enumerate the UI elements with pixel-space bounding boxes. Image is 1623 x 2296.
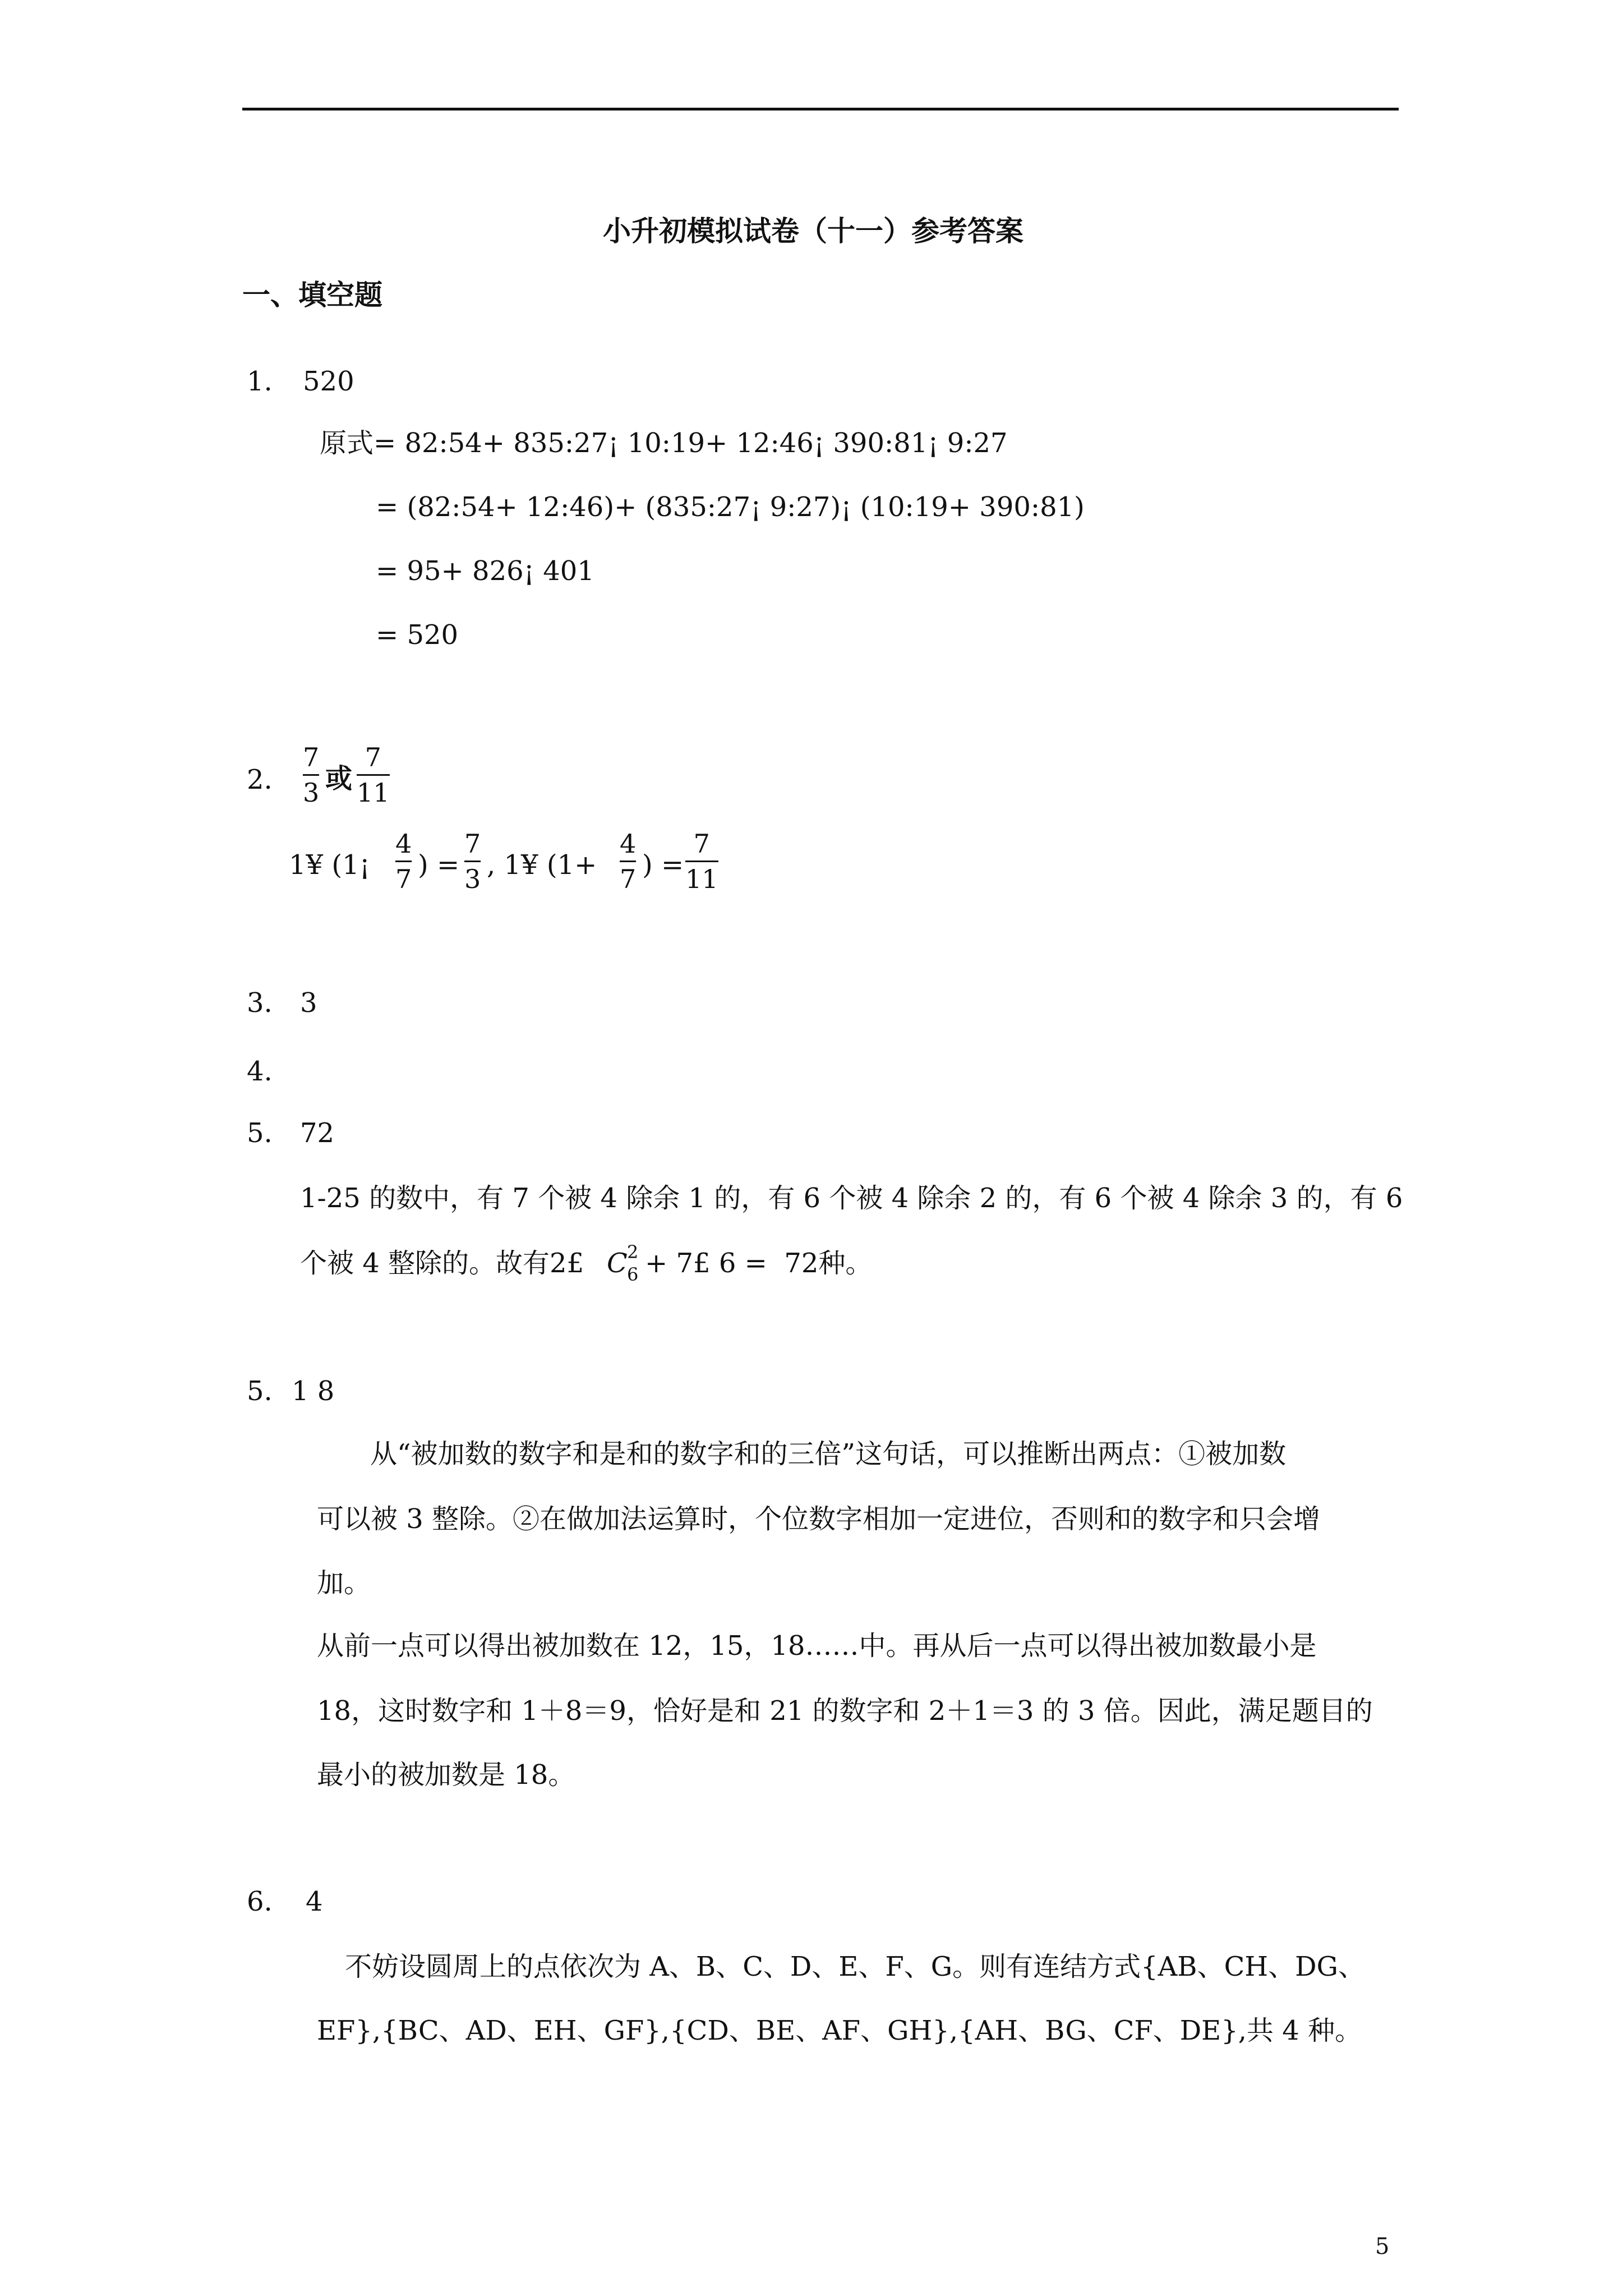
q2-expression-part: , 1¥ (1+: [487, 849, 597, 881]
page-title: 小升初模拟试卷（十一）参考答案: [603, 214, 1023, 247]
q2-expression-part: ) =: [418, 849, 460, 881]
q5b-explanation-line: 18，这时数字和 1＋8＝9，恰好是和 21 的数字和 2＋1＝3 的 3 倍。因此，满足题目的: [317, 1695, 1373, 1727]
q2-answer-fraction: [357, 742, 390, 808]
q5a-answer: 72: [300, 1117, 335, 1149]
q2-expression-part: 1¥ (1¡: [289, 849, 370, 881]
q2-fraction: [620, 828, 636, 895]
q1-step: = 520: [376, 619, 459, 651]
q6-answer: 4: [306, 1886, 323, 1917]
q3-number: 3.: [247, 987, 273, 1019]
q2-fraction: [464, 828, 481, 895]
denominator: 11: [685, 864, 718, 894]
q1-step: = 95+ 826¡ 401: [376, 555, 594, 587]
denominator: 11: [357, 777, 390, 808]
q5b-explanation-line: 从前一点可以得出被加数在 12，15，18……中。再从后一点可以得出被加数最小是: [317, 1630, 1317, 1662]
q5b-explanation-line: 可以被 3 整除。②在做加法运算时，个位数字相加一定进位，否则和的数字和只会增: [317, 1503, 1321, 1535]
q5b-explanation-line: 从“被加数的数字和是和的数字和的三倍”这句话，可以推断出两点：①被加数: [370, 1438, 1287, 1470]
q2-or: 或: [325, 763, 353, 794]
numerator: 4: [395, 829, 412, 859]
q5a-number: 5.: [247, 1117, 273, 1149]
denominator: 7: [620, 864, 637, 894]
q2-number: 2.: [247, 764, 273, 795]
numerator: 7: [693, 829, 710, 859]
page-number: 5: [1375, 2234, 1390, 2260]
q5b-explanation-line: 最小的被加数是 18。: [317, 1759, 575, 1791]
numerator: 4: [620, 829, 637, 859]
q2-fraction: [685, 828, 718, 895]
numerator: 7: [464, 829, 481, 859]
q2-expression-part: ) =: [642, 849, 684, 881]
q1-number: 1.: [247, 366, 273, 397]
header-rule: [242, 108, 1399, 111]
q5a-explanation-line: 1-25 的数中，有 7 个被 4 除余 1 的，有 6 个被 4 除余 2 的，有 6 个被 4 除余 3 的，有 6: [300, 1182, 1403, 1214]
combination-superscript: 2: [627, 1241, 639, 1263]
q3-answer: 3: [300, 987, 317, 1019]
section-heading: 一、填空题: [242, 278, 382, 311]
denominator: 3: [303, 777, 320, 808]
q5b-explanation-line: 加。: [317, 1567, 371, 1599]
q2-fraction: [395, 828, 412, 895]
q1-step: = (82:54+ 12:46)+ (835:27¡ 9:27)¡ (10:19+ 390:81): [376, 491, 1085, 523]
numerator: 7: [365, 742, 381, 772]
q2-answer-fraction: [303, 742, 319, 808]
q5b-answer: 1 8: [292, 1375, 335, 1407]
q6-explanation-line: 不妨设圆周上的点依次为 A、B、C、D、E、F、G。则有连结方式{AB、CH、DG、: [345, 1951, 1365, 1982]
q1-answer: 520: [303, 366, 354, 397]
q5b-number: 5.: [247, 1375, 273, 1407]
combination-subscript: 6: [627, 1264, 639, 1285]
q1-step: 原式= 82:54+ 835:27¡ 10:19+ 12:46¡ 390:81¡ 9:27: [320, 427, 1008, 459]
numerator: 7: [303, 742, 320, 772]
q6-number: 6.: [247, 1886, 273, 1917]
denominator: 3: [464, 864, 481, 894]
combination-symbol: C: [607, 1248, 628, 1279]
q6-explanation-line: EF},{BC、AD、EH、GF},{CD、BE、AF、GH},{AH、BG、CF、DE},共 4 种。: [317, 2015, 1362, 2046]
q5a-explanation-line: 个被 4 整除的。故有2£: [300, 1248, 584, 1279]
denominator: 7: [395, 864, 412, 894]
q5a-explanation-line: + 7£ 6 = 72种。: [645, 1248, 873, 1279]
q4-number: 4.: [247, 1056, 273, 1087]
